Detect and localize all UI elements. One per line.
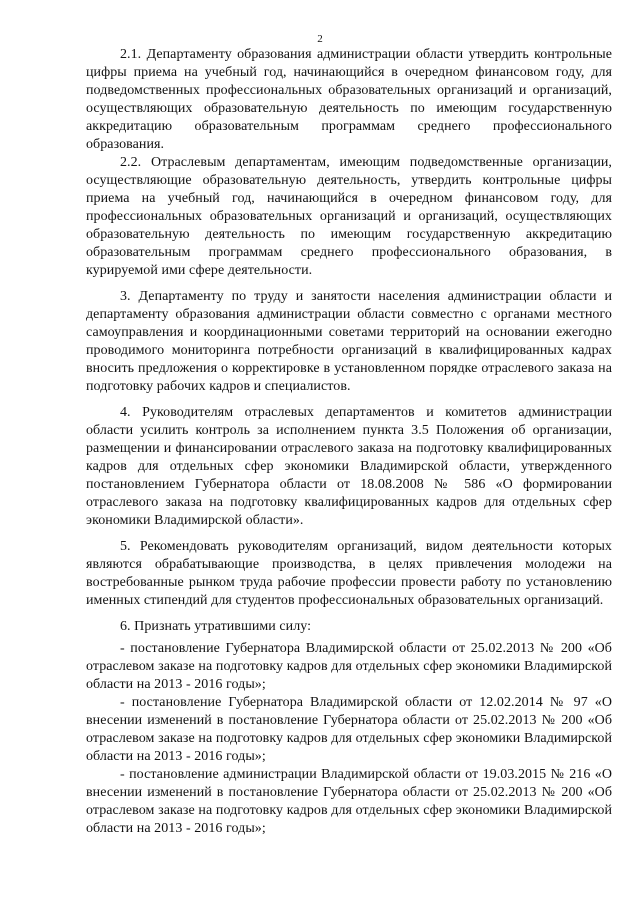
paragraph-4: 4. Руководителям отраслевых департаментов и комитетов администрации области усилить контроль за исполнением пункта 3.5 Положения об организации, размещении и финансировании отраслевого заказа на подготовку квалифицированных кадров для отдельных сфер экономики Владимирской области, утвержденного постановлением Губернатора области от 18.08.2008 № 586 «О формировании отраслевого заказа на подготовку квалифицированных кадров для отдельных сфер экономики Владимирской области». — [86, 405, 612, 528]
paragraph-2-1: 2.1. Департаменту образования администрации области утвердить контрольные цифры приема на учебный год, начинающийся в очередном финансовом году, для подведомственных профессиональных образовательных организаций и организаций, осуществляющих образовательную деятельность по имеющим государственную аккредитацию образовательным программам среднего профессионального образования. — [86, 47, 612, 152]
page-number: 2 — [317, 33, 323, 45]
paragraph-5: 5. Рекомендовать руководителям организаций, видом деятельности которых являются обрабатывающие производства, в целях привлечения молодежи на востребованные рынком труда рабочие профессии провести работу по установлению именных стипендий для студентов профессиональных образовательных организаций. — [86, 539, 612, 608]
paragraph-6: 6. Признать утратившими силу: — [120, 619, 312, 634]
repealed-item-1: - постановление Губернатора Владимирской области от 25.02.2013 № 200 «Об отраслевом заказе на подготовку кадров для отдельных сфер экономики Владимирской области на 2013 - 2016 годы»; — [86, 641, 612, 692]
repealed-item-2: - постановление Губернатора Владимирской области от 12.02.2014 № 97 «О внесении изменений в постановление Губернатора области от 25.02.2013 № 200 «Об отраслевом заказе на подготовку кадров для отдельных сфер экономики Владимирской области на 2013 - 2016 годы»; — [86, 695, 612, 764]
repealed-item-3: - постановление администрации Владимирской области от 19.03.2015 № 216 «О внесении изменений в постановление Губернатора области от 25.02.2013 № 200 «Об отраслевом заказе на подготовку кадров для отдельных сфер экономики Владимирской области на 2013 - 2016 годы»; — [86, 767, 612, 836]
document-body — [86, 46, 612, 838]
paragraph-3: 3. Департаменту по труду и занятости населения администрации области и департаменту образования администрации области совместно с органами местного самоуправления и координационными советами территорий на основании ежегодно проводимого мониторинга потребности организаций в квалифицированных кадрах вносить предложения о корректировке в установленном порядке отраслевого заказа на подготовку рабочих кадров и специалистов. — [86, 289, 612, 394]
paragraph-2-2: 2.2. Отраслевым департаментам, имеющим подведомственные организации, осуществляющие образовательную деятельность, утвердить контрольные цифры приема на учебный год, начинающийся в очередном финансовом году, для профессиональных образовательных организаций и организаций, осуществляющих образовательную деятельность по имеющим государственную аккредитацию образовательным программам среднего профессионального образования, в курируемой ими сфере деятельности. — [86, 155, 612, 278]
